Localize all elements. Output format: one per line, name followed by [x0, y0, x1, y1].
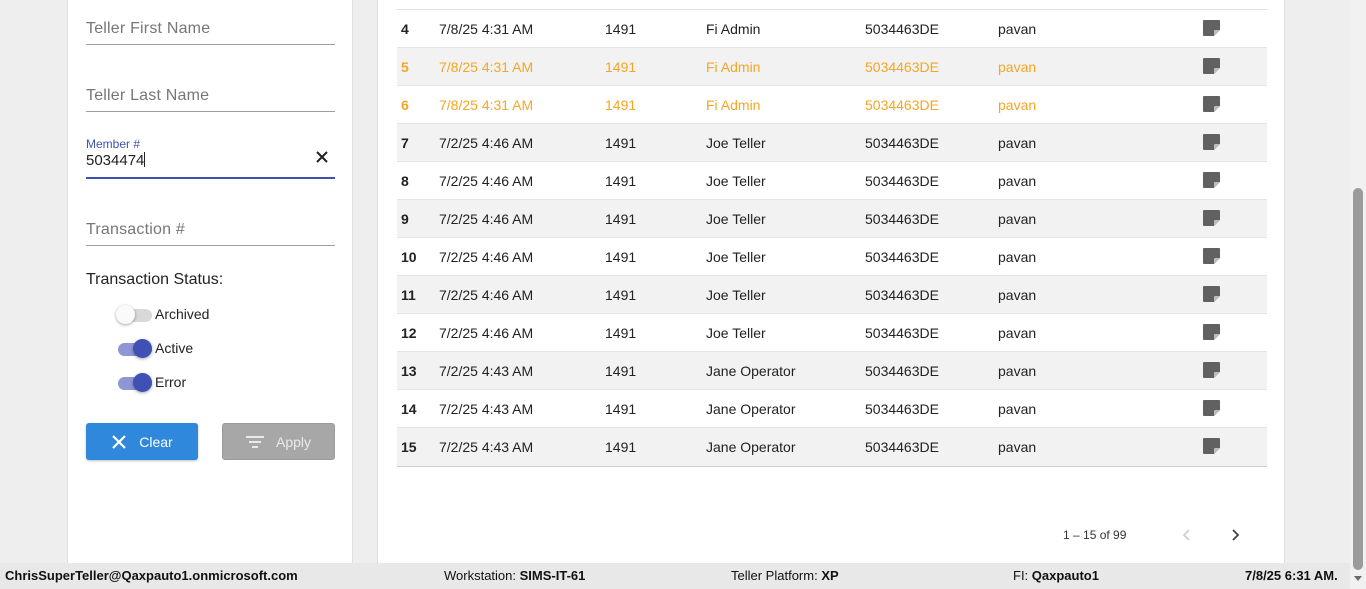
teller-platform-value: XP [821, 568, 839, 583]
teller-first-name-field[interactable] [86, 20, 335, 45]
field-underline-focused [86, 177, 335, 179]
row-number: 13 [401, 363, 417, 379]
field-underline [86, 44, 335, 45]
workstation-info [444, 568, 585, 583]
paginator-range-label: 1 – 15 of 99 [1063, 528, 1127, 542]
fi-label: FI: [1013, 568, 1029, 583]
table-row[interactable] [397, 124, 1267, 162]
row-operator: pavan [998, 401, 1037, 417]
workstation-value: SIMS-IT-61 [519, 568, 586, 583]
row-date: 7/2/25 4:46 AM [439, 135, 534, 151]
table-row[interactable] [397, 238, 1267, 276]
row-branch: 1491 [605, 21, 637, 37]
status-datetime: 7/8/25 6:31 AM. [1245, 568, 1338, 583]
toggle-thumb [116, 305, 135, 324]
note-icon[interactable] [1203, 134, 1220, 150]
row-number: 7 [401, 135, 409, 151]
status-bar [0, 563, 1350, 589]
row-branch: 1491 [605, 287, 637, 303]
row-branch: 1491 [605, 173, 637, 189]
row-member: 5034463DE [865, 249, 939, 265]
member-number-value[interactable]: 5034474 [86, 152, 145, 169]
row-teller: Fi Admin [706, 21, 761, 37]
row-date: 7/2/25 4:46 AM [439, 173, 534, 189]
row-date: 7/8/25 4:31 AM [439, 97, 534, 113]
table-row[interactable] [397, 276, 1267, 314]
row-member: 5034463DE [865, 325, 939, 341]
note-icon[interactable] [1203, 20, 1220, 36]
row-member: 5034463DE [865, 363, 939, 379]
row-branch: 1491 [605, 363, 637, 379]
workstation-label: Workstation: [444, 568, 517, 583]
row-operator: pavan [998, 211, 1037, 227]
row-teller: Jane Operator [706, 401, 796, 417]
table-row[interactable] [397, 162, 1267, 200]
row-member: 5034463DE [865, 59, 939, 75]
row-date: 7/2/25 4:46 AM [439, 287, 534, 303]
transaction-number-placeholder: Transaction # [86, 221, 185, 238]
error-toggle-row [116, 372, 186, 392]
row-number: 5 [401, 59, 409, 75]
table-row[interactable] [397, 48, 1267, 86]
note-icon[interactable] [1203, 172, 1220, 188]
teller-last-name-field[interactable] [86, 87, 335, 112]
fi-info [1013, 568, 1099, 583]
note-icon[interactable] [1203, 248, 1220, 264]
row-operator: pavan [998, 439, 1037, 455]
table-row[interactable] [397, 314, 1267, 352]
row-number: 6 [401, 97, 409, 113]
note-icon[interactable] [1203, 400, 1220, 416]
active-toggle[interactable] [116, 338, 152, 358]
note-icon[interactable] [1203, 438, 1220, 454]
fi-value: Qaxpauto1 [1031, 568, 1099, 583]
clear-input-icon[interactable] [315, 150, 329, 164]
row-operator: pavan [998, 21, 1037, 37]
row-number: 4 [401, 21, 409, 37]
row-branch: 1491 [605, 439, 637, 455]
chevron-left-icon[interactable] [1178, 526, 1196, 544]
row-operator: pavan [998, 59, 1037, 75]
row-member: 5034463DE [865, 439, 939, 455]
text-cursor [144, 152, 145, 167]
row-number: 8 [401, 173, 409, 189]
filter-icon [246, 435, 264, 449]
error-toggle[interactable] [116, 372, 152, 392]
archived-toggle-row [116, 304, 209, 324]
clear-button-label: Clear [139, 433, 173, 450]
row-teller: Fi Admin [706, 59, 761, 75]
row-member: 5034463DE [865, 135, 939, 151]
note-icon[interactable] [1203, 286, 1220, 302]
field-underline [86, 111, 335, 112]
active-toggle-row [116, 338, 193, 358]
row-date: 7/8/25 4:31 AM [439, 59, 534, 75]
teller-platform-label: Teller Platform: [731, 568, 818, 583]
row-number: 14 [401, 401, 417, 417]
scroll-down-arrow-icon[interactable] [1354, 576, 1362, 581]
row-number: 10 [401, 249, 417, 265]
row-teller: Joe Teller [706, 287, 766, 303]
active-toggle-label: Active [155, 340, 194, 356]
row-date: 7/2/25 4:43 AM [439, 439, 534, 455]
row-operator: pavan [998, 249, 1037, 265]
row-branch: 1491 [605, 325, 637, 341]
member-number-field[interactable] [86, 136, 335, 180]
row-branch: 1491 [605, 59, 637, 75]
toggle-thumb [133, 373, 152, 392]
row-teller: Joe Teller [706, 173, 766, 189]
clear-button[interactable] [86, 423, 198, 460]
table-row[interactable] [397, 390, 1267, 428]
row-member: 5034463DE [865, 287, 939, 303]
row-teller: Jane Operator [706, 363, 796, 379]
note-icon[interactable] [1203, 210, 1220, 226]
member-number-input-wrapper[interactable] [86, 152, 145, 169]
page-scrollbar[interactable] [1350, 0, 1366, 589]
row-operator: pavan [998, 325, 1037, 341]
row-number: 15 [401, 439, 417, 455]
row-date: 7/2/25 4:46 AM [439, 249, 534, 265]
table-row[interactable] [397, 200, 1267, 238]
row-date: 7/2/25 4:46 AM [439, 325, 534, 341]
row-operator: pavan [998, 97, 1037, 113]
filter-panel [67, 0, 353, 563]
row-branch: 1491 [605, 211, 637, 227]
row-operator: pavan [998, 287, 1037, 303]
row-teller: Joe Teller [706, 211, 766, 227]
row-branch: 1491 [605, 249, 637, 265]
archived-toggle-label: Archived [155, 306, 210, 322]
row-operator: pavan [998, 363, 1037, 379]
row-date: 7/2/25 4:43 AM [439, 401, 534, 417]
row-teller: Joe Teller [706, 325, 766, 341]
toggle-thumb [133, 339, 152, 358]
results-panel [377, 0, 1285, 563]
row-member: 5034463DE [865, 97, 939, 113]
table-row[interactable] [397, 428, 1267, 466]
row-branch: 1491 [605, 97, 637, 113]
note-icon[interactable] [1203, 96, 1220, 112]
close-icon [111, 434, 127, 450]
archived-toggle[interactable] [116, 304, 152, 324]
row-member: 5034463DE [865, 21, 939, 37]
row-number: 12 [401, 325, 417, 341]
teller-platform-info [731, 568, 839, 583]
row-number: 11 [401, 287, 416, 303]
transaction-status-label: Transaction Status: [86, 271, 224, 288]
signed-in-user: ChrisSuperTeller@Qaxpauto1.onmicrosoft.com [5, 568, 298, 583]
apply-button-label: Apply [275, 433, 312, 450]
scrollbar-thumb[interactable] [1353, 188, 1363, 570]
table-row[interactable] [397, 10, 1267, 48]
member-number-label: Member # [86, 137, 141, 151]
teller-first-name-placeholder: Teller First Name [86, 20, 211, 37]
row-teller: Joe Teller [706, 249, 766, 265]
row-branch: 1491 [605, 135, 637, 151]
note-icon[interactable] [1203, 362, 1220, 378]
row-teller: Jane Operator [706, 439, 796, 455]
row-teller: Joe Teller [706, 135, 766, 151]
field-underline [86, 245, 335, 246]
transaction-number-field[interactable] [86, 221, 335, 246]
error-toggle-label: Error [155, 374, 187, 390]
row-teller: Fi Admin [706, 97, 761, 113]
chevron-right-icon[interactable] [1226, 526, 1244, 544]
teller-last-name-placeholder: Teller Last Name [86, 87, 210, 104]
note-icon[interactable] [1203, 324, 1220, 340]
row-number: 9 [401, 211, 409, 227]
row-date: 7/2/25 4:46 AM [439, 211, 534, 227]
row-member: 5034463DE [865, 211, 939, 227]
row-member: 5034463DE [865, 401, 939, 417]
table-row[interactable] [397, 86, 1267, 124]
row-branch: 1491 [605, 401, 637, 417]
apply-button[interactable] [222, 423, 335, 460]
table-row[interactable] [397, 352, 1267, 390]
row-date: 7/2/25 4:43 AM [439, 363, 534, 379]
row-operator: pavan [998, 135, 1037, 151]
transactions-table [397, 9, 1267, 467]
row-member: 5034463DE [865, 173, 939, 189]
row-operator: pavan [998, 173, 1037, 189]
row-date: 7/8/25 4:31 AM [439, 21, 534, 37]
note-icon[interactable] [1203, 58, 1220, 74]
